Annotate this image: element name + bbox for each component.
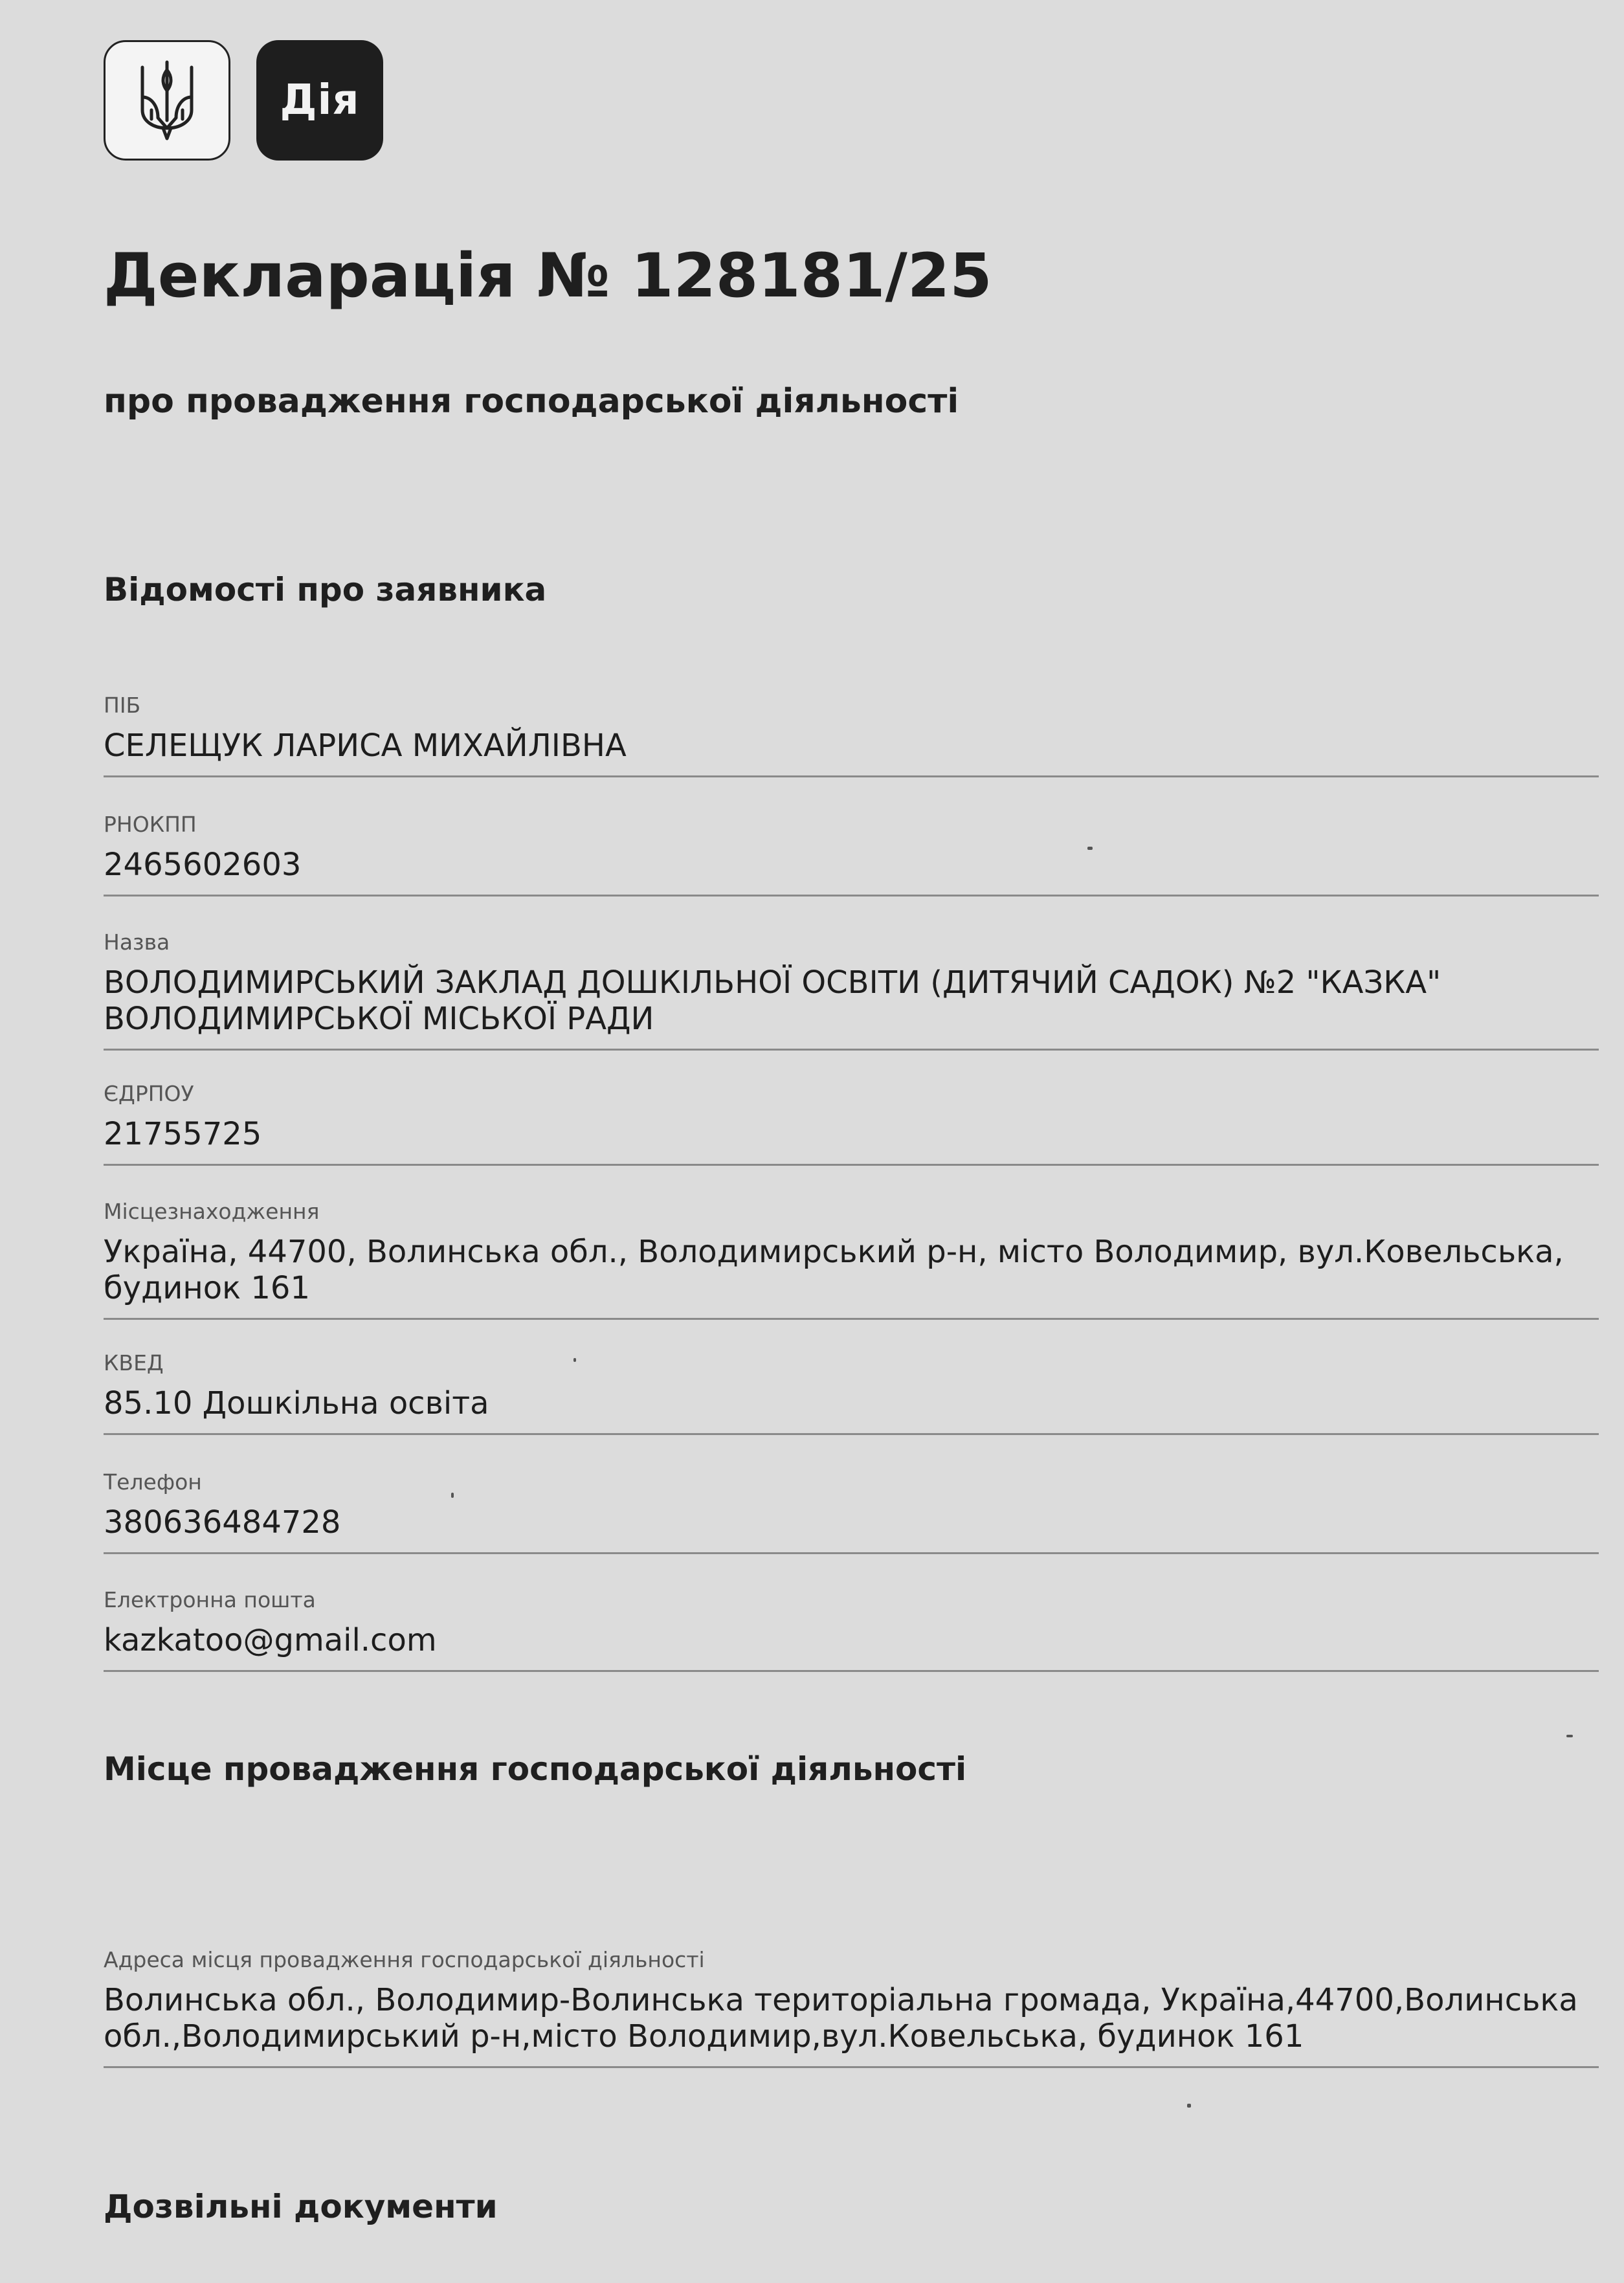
declaration-document <box>104 40 1599 2225</box>
field-full-name <box>104 693 1599 777</box>
field-value: Україна, 44700, Волинська обл., Володимирський р-н, місто Володимир, вул.Ковельська, будинок 161 <box>104 1234 1564 1306</box>
field-value: 85.10 Дошкільна освіта <box>104 1385 489 1421</box>
field-label: ЄДРПОУ <box>104 1081 194 1106</box>
scan-speck <box>1187 2104 1191 2108</box>
diia-logo <box>256 40 383 161</box>
field-value: 21755725 <box>104 1116 262 1152</box>
field-organization-name <box>104 930 1599 1051</box>
field-edrpou <box>104 1081 1599 1166</box>
scan-speck <box>573 1358 576 1362</box>
field-label: РНОКПП <box>104 812 197 837</box>
logo-row <box>104 40 1599 161</box>
field-value: ВОЛОДИМИРСЬКИЙ ЗАКЛАД ДОШКІЛЬНОЇ ОСВІТИ (ДИТЯЧИЙ САДОК) №2 "КАЗКА" ВОЛОДИМИРСЬКОЇ МІСЬКОЇ РАДИ <box>104 964 1441 1037</box>
field-business-address <box>104 1947 1599 2068</box>
field-label: Електронна пошта <box>104 1587 316 1612</box>
applicant-heading: Відомості про заявника <box>104 571 547 608</box>
field-label: Телефон <box>104 1469 202 1495</box>
diia-logo-label: Дія <box>280 76 360 124</box>
trident-logo <box>104 40 230 161</box>
field-value: СЕЛЕЩУК ЛАРИСА МИХАЙЛІВНА <box>104 728 627 764</box>
field-email <box>104 1587 1599 1672</box>
field-label: КВЕД <box>104 1350 164 1375</box>
field-label: Адреса місця провадження господарської діяльності <box>104 1947 705 1972</box>
field-phone <box>104 1469 1599 1554</box>
field-label: Місцезнаходження <box>104 1199 320 1224</box>
field-value: Волинська обл., Володимир-Волинська територіальна громада, Україна,44700,Волинська обл.,Володимирський р-н,місто Володимир,вул.Ковельська, будинок 161 <box>104 1982 1578 2055</box>
permits-heading: Дозвільні документи <box>104 2188 498 2225</box>
field-value: kazkatoo@gmail.com <box>104 1622 437 1658</box>
scan-speck <box>451 1493 454 1498</box>
field-value: 2465602603 <box>104 847 302 883</box>
page-subtitle: про провадження господарської діяльності <box>104 382 959 421</box>
scan-speck <box>1566 1735 1573 1737</box>
field-kved <box>104 1350 1599 1435</box>
field-location <box>104 1199 1599 1320</box>
field-value: 380636484728 <box>104 1504 341 1541</box>
business-place-heading: Місце провадження господарської діяльності <box>104 1750 967 1788</box>
field-label: Назва <box>104 930 170 955</box>
scan-speck <box>1087 847 1093 850</box>
trident-icon <box>136 58 198 142</box>
field-tax-id <box>104 812 1599 896</box>
page-title: Декларація № 128181/25 <box>104 241 992 311</box>
field-label: ПІБ <box>104 693 141 718</box>
